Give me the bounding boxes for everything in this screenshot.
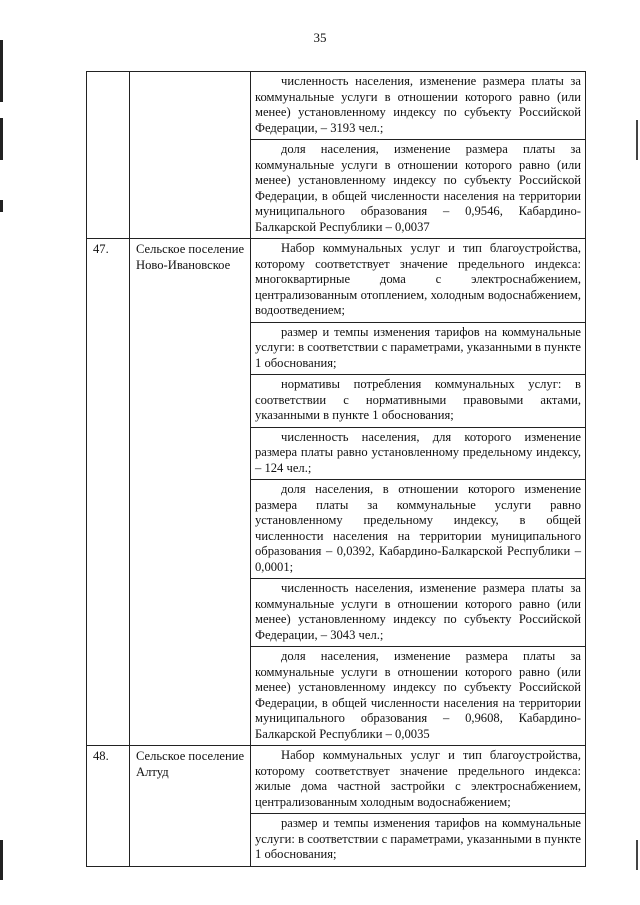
scan-edge-mark <box>636 840 638 870</box>
row-content <box>251 746 586 867</box>
row-number: 48. <box>87 746 130 867</box>
scan-edge-mark <box>0 840 3 880</box>
document-table <box>86 71 586 867</box>
table-row <box>87 72 586 239</box>
page-number: 35 <box>313 30 327 45</box>
content-paragraph: размер и темпы изменения тарифов на коммунальные услуги: в соответствии с параметрами, указанными в пункте 1 обоснования; <box>251 323 585 376</box>
content-paragraph: доля населения, изменение размера платы за коммунальные услуги в отношении которого равно (или менее) установленному индексу по субъекту Российской Федерации, в общей численности населения на территории муниципального образования – 0,9546, Кабардино-Балкарской Республики – 0,0037 <box>255 142 581 234</box>
settlement-name: Сельское поселение Ново-Ивановское <box>130 239 251 746</box>
content-paragraph: доля населения, изменение размера платы за коммунальные услуги в отношении которого равно (или менее) установленному индексу по субъекту Российской Федерации, в общей численности населения на территории муниципального образования – 0,9608, Кабардино-Балкарской Республики – 0,0035 <box>255 649 581 741</box>
row-number <box>87 72 130 239</box>
row-content <box>251 239 586 746</box>
content-paragraph: численность населения, для которого изменение размера платы равно установленному предельному индексу, – 124 чел.; <box>251 428 585 481</box>
content-paragraph: численность населения, изменение размера платы за коммунальные услуги в отношении которого равно (или менее) установленному индексу по субъекту Российской Федерации, – 3193 чел.; <box>251 72 585 140</box>
content-paragraph: Набор коммунальных услуг и тип благоустройства, которому соответствует значение предельного индекса: многоквартирные дома с электроснабжением, централизованным отоплением, холодным водоснабжением, водоотведением; <box>251 239 585 323</box>
row-content <box>251 72 586 239</box>
content-paragraph: размер и темпы изменения тарифов на коммунальные услуги: в соответствии с параметрами, указанными в пункте 1 обоснования; <box>255 816 581 861</box>
scan-edge-mark <box>0 40 3 102</box>
content-paragraph: Набор коммунальных услуг и тип благоустройства, которому соответствует значение предельного индекса: жилые дома частной застройки с электроснабжением, централизованным холодным водоснабжением; <box>251 746 585 814</box>
settlement-name <box>130 72 251 239</box>
content-paragraph: численность населения, изменение размера платы за коммунальные услуги в отношении которого равно (или менее) установленному индексу по субъекту Российской Федерации, – 3043 чел.; <box>251 579 585 647</box>
scan-edge-mark <box>0 118 3 160</box>
content-paragraph: нормативы потребления коммунальных услуг: в соответствии с нормативными правовыми актами, указанными в пункте 1 обоснования; <box>251 375 585 428</box>
scan-edge-mark <box>636 120 638 160</box>
scan-edge-mark <box>0 200 3 212</box>
content-paragraph: доля населения, в отношении которого изменение размера платы за коммунальные услуги равно установленному предельному индексу, в общей численности населения на территории муниципального образования – 0,0392, Кабардино-Балкарской Республики – 0,0001; <box>251 480 585 579</box>
table-row <box>87 746 586 867</box>
table-row <box>87 239 586 746</box>
row-number: 47. <box>87 239 130 746</box>
settlement-name: Сельское поселение Алтуд <box>130 746 251 867</box>
